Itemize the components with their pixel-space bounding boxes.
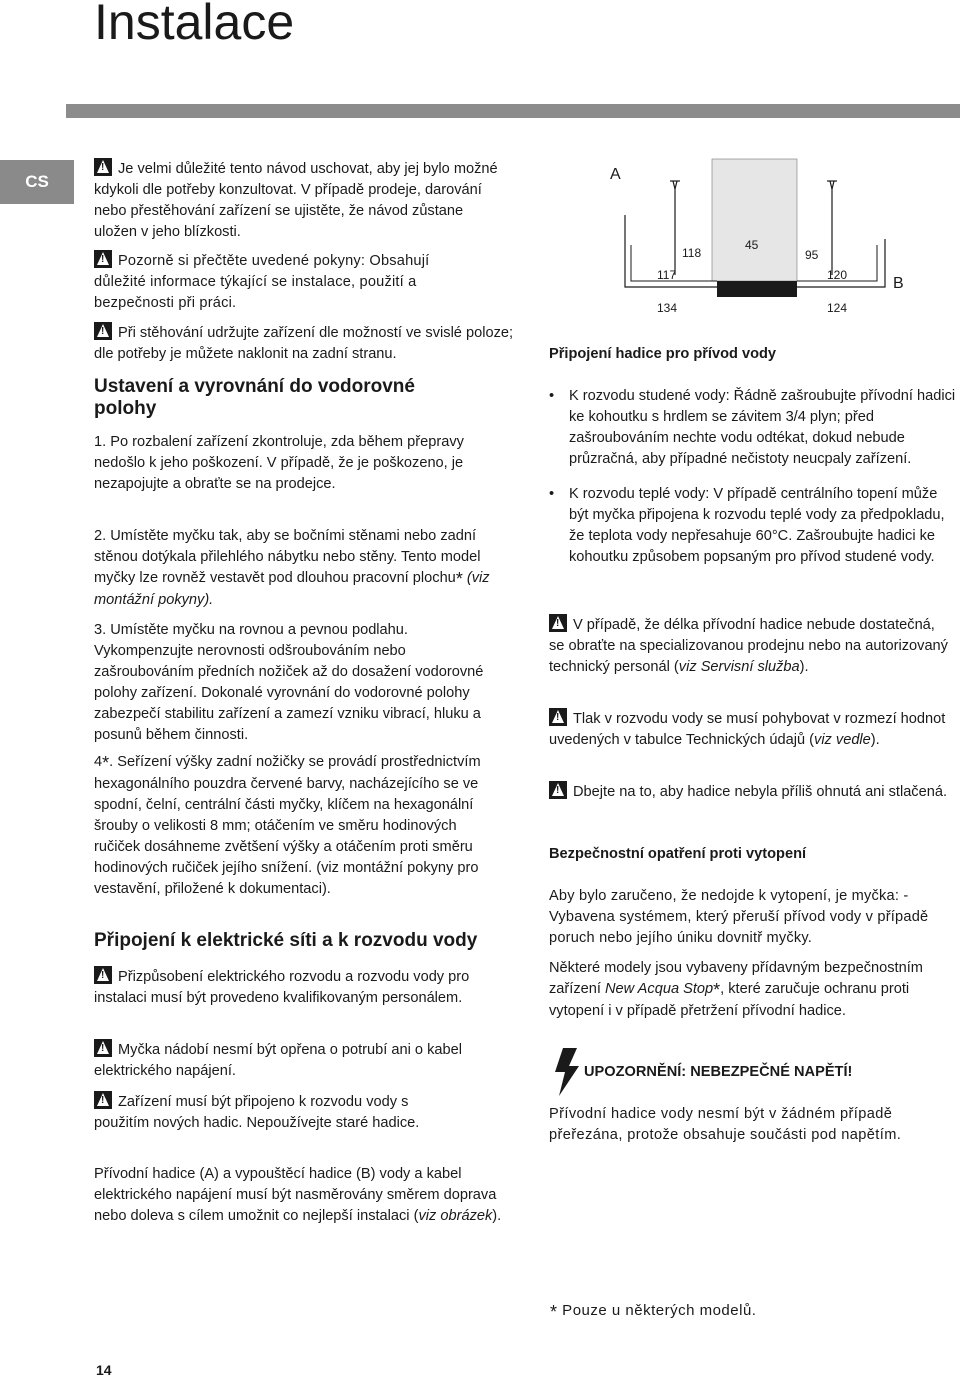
inlet-hose-warning: Přívodní hadice vody nesmí být v žádném případě přeřezána, protože obsahuje součásti pod napětím.	[549, 1106, 902, 1143]
dim-124: 124	[827, 301, 848, 315]
tap-right-icon	[827, 181, 837, 275]
warning-keep-manual	[94, 158, 504, 243]
acqua-stop-name: New Acqua Stop	[604, 981, 714, 997]
dim-45: 45	[745, 238, 759, 252]
step-3: 3. Umístěte myčku na rovnou a pevnou podlahu. Vykompenzujte nerovnosti odšroubováním nebo zašroubováním předních nožiček až do dosažení vodorovné polohy zařízení. Dokonalé vyrovnání do vodorovné polohy zabezpečí stabilitu zařízení a zamezí vzniku vibrací, hluku a posunů během činnosti.	[94, 622, 484, 743]
warning-moving-text: Při stěhování udržujte zařízení dle možností ve svislé poloze; dle potřeby je můžete naklonit na zadní stranu.	[94, 325, 514, 362]
step-2-text: 2. Umístěte myčku tak, aby se bočními stěnami nebo zadní stěnou dotýkala přilehlého nábytku nebo stěny. Tento model myčky lze rovněž vestavět pod dlouhou pracovní plochu	[94, 528, 481, 586]
footnote-text: Pouze u některých modelů.	[557, 1302, 757, 1319]
warning-triangle-icon	[94, 1039, 112, 1057]
bullet: •	[549, 388, 555, 404]
heading-flood-protection: Bezpečnostní opatření proti vytopení	[549, 846, 807, 862]
warning-triangle-icon	[94, 322, 112, 340]
dim-95: 95	[805, 248, 819, 262]
warning-qualified-staff-text: Přizpůsobení elektrického rozvodu a rozvodu vody pro instalaci musí být provedeno kvalifikovaným personálem.	[94, 969, 470, 1006]
warning-hose-length	[549, 614, 949, 678]
step-4	[94, 752, 504, 900]
hot-water-text: K rozvodu teplé vody: V případě centrálního topení může být myčka připojena k rozvodu teplé vody za předpokladu, že teplota vody nepřesahuje 60°C. Zašroubujte hadici ke kohoutku způsobem popsaným pro přívod studené vody.	[569, 486, 945, 565]
warning-triangle-icon	[94, 1091, 112, 1109]
appliance-outline	[712, 159, 797, 281]
language-tab: CS	[0, 160, 74, 204]
warning-hose-bend	[549, 781, 949, 803]
warning-triangle-icon	[94, 966, 112, 984]
water-connection-list	[549, 386, 959, 568]
warning-keep-manual-text: Je velmi důležité tento návod uschovat, aby jej bylo možné kdykoli dle potřeby konzultovat. V případě prodeje, darování nebo přestěhování zařízení se ujistěte, že návod zůstane uložen v jeho blízkosti.	[94, 161, 498, 240]
lightning-bolt-icon	[553, 1048, 581, 1096]
tap-left-icon	[670, 181, 680, 275]
warning-read-instructions	[94, 250, 474, 314]
footnote	[550, 1300, 756, 1323]
heading-levelling: Ustavení a vyrovnání do vodorovné polohy	[94, 376, 415, 419]
heading-water-hose: Připojení hadice pro přívod vody	[549, 346, 777, 362]
acqua-stop-intro: Některé modely jsou vybaveny přídavným bezpečnostním zařízení	[549, 960, 923, 997]
step-4-text: . Seřízení výšky zadní nožičky se provádí prostřednictvím hexagonálního pouzdra červené barvy, nacházejícího se ve spodní, čelní, centrální části myčky, klíčem na hexagonální šrouby o velikosti 8 mm; otáčením ve směru hodinových ručiček dosáhneme zvětšení výšky a otáčením proti směru hodinových ručiček jejího snížení. (viz montážní pokyny pro vestavění, přiložené k dokumentaci).	[94, 754, 481, 897]
asterisk: *	[102, 753, 110, 773]
asterisk: *	[455, 569, 463, 589]
step-1: 1. Po rozbalení zařízení zkontroluje, zda během přepravy nedošlo k jeho poškození. V případě, že je poškozeno, je nezapojujte a obraťte se na prodejce.	[94, 434, 464, 492]
bullet: •	[549, 486, 555, 502]
cold-water-text: K rozvodu studené vody: Řádně zašroubujte přívodní hadici ke kohoutku s hrdlem se závitem 3/4 plyn; před zašroubováním nechte vodu odtékat, dokud nebude průzračná, aby případné nečistoty neucpaly zařízení.	[569, 388, 956, 467]
diagram-letter-b: B	[893, 275, 904, 292]
hose-length-end: ).	[799, 659, 809, 675]
warning-triangle-icon	[549, 781, 567, 799]
water-pressure-ref: viz vedle	[814, 732, 871, 748]
warning-triangle-icon	[94, 250, 112, 268]
hose-length-ref: viz Servisní služba	[678, 659, 800, 675]
page-title: Instalace	[94, 0, 295, 50]
title-rule	[66, 104, 960, 118]
warning-triangle-icon	[549, 614, 567, 632]
warning-water-pressure	[549, 708, 949, 751]
water-pressure-text: Tlak v rozvodu vody se musí pohybovat v rozmezí hodnot uvedených v tabulce Technických údajů (	[549, 711, 946, 748]
water-pressure-end: ).	[870, 732, 880, 748]
step-4-number: 4	[94, 754, 103, 770]
warning-qualified-staff	[94, 966, 494, 1009]
list-item-cold-water	[549, 386, 959, 470]
asterisk: *	[550, 1302, 558, 1322]
hose-bend-text: Dbejte na to, aby hadice nebyla příliš ohnutá ani stlačená.	[573, 784, 948, 800]
hose-direction-end: ).	[492, 1208, 502, 1224]
warning-new-hoses	[94, 1091, 444, 1134]
asterisk: *	[713, 980, 721, 1000]
hose-direction-ref: viz obrázek	[418, 1208, 493, 1224]
warning-no-leaning	[94, 1039, 484, 1082]
dim-118: 118	[682, 246, 702, 260]
hose-diagram	[605, 155, 915, 325]
warning-moving	[94, 322, 514, 365]
acqua-stop-rest: , které zaručuje ochranu proti vytopení i v případě přetržení přívodní hadice.	[549, 981, 910, 1019]
diagram-letter-a: A	[610, 166, 621, 183]
warning-triangle-icon	[549, 708, 567, 726]
dim-117: 117	[657, 268, 677, 282]
step-2	[94, 526, 494, 611]
warning-triangle-icon	[94, 158, 112, 176]
flood-protection-text: Aby bylo zaručeno, že nedojde k vytopení, je myčka: - Vybavena systémem, který přeruší přívod vody v případě poruch nebo jejího úniku dovnitř myčky.	[549, 888, 929, 946]
acqua-stop-text	[549, 958, 939, 1022]
warning-new-hoses-text: Zařízení musí být připojeno k rozvodu vody s použitím nových hadic. Nepoužívejte staré hadice.	[94, 1094, 420, 1131]
hose-length-text: V případě, že délka přívodní hadice nebude dostatečná, se obraťte na specializovanou prodejnu nebo na autorizovaný technický personál (	[549, 617, 948, 675]
hose-direction-note	[94, 1164, 509, 1227]
dim-120: 120	[827, 268, 848, 282]
hose-direction-text: Přívodní hadice (A) a vypouštěcí hadice (B) vody a kabel elektrického napájení musí být nasměrovány směrem doprava nebo doleva s cílem umožnit co nejlepší instalaci (	[94, 1166, 497, 1224]
page-number: 14	[96, 1362, 112, 1378]
list-item-hot-water	[549, 484, 959, 568]
appliance-base	[717, 281, 797, 297]
heading-electrical: Připojení k elektrické síti a k rozvodu vody	[94, 930, 478, 951]
dim-134: 134	[657, 301, 678, 315]
warning-read-instructions-text: Pozorně si přečtěte uvedené pokyny: Obsahují důležité informace týkající se instalace, použití a bezpečnosti při práci.	[94, 253, 430, 311]
warning-no-leaning-text: Myčka nádobí nesmí být opřena o potrubí ani o kabel elektrického napájení.	[94, 1042, 462, 1079]
step-2-ref: (viz montážní pokyny).	[94, 570, 490, 608]
danger-voltage-label: UPOZORNĚNÍ: NEBEZPEČNÉ NAPĚTÍ!	[584, 1064, 853, 1080]
